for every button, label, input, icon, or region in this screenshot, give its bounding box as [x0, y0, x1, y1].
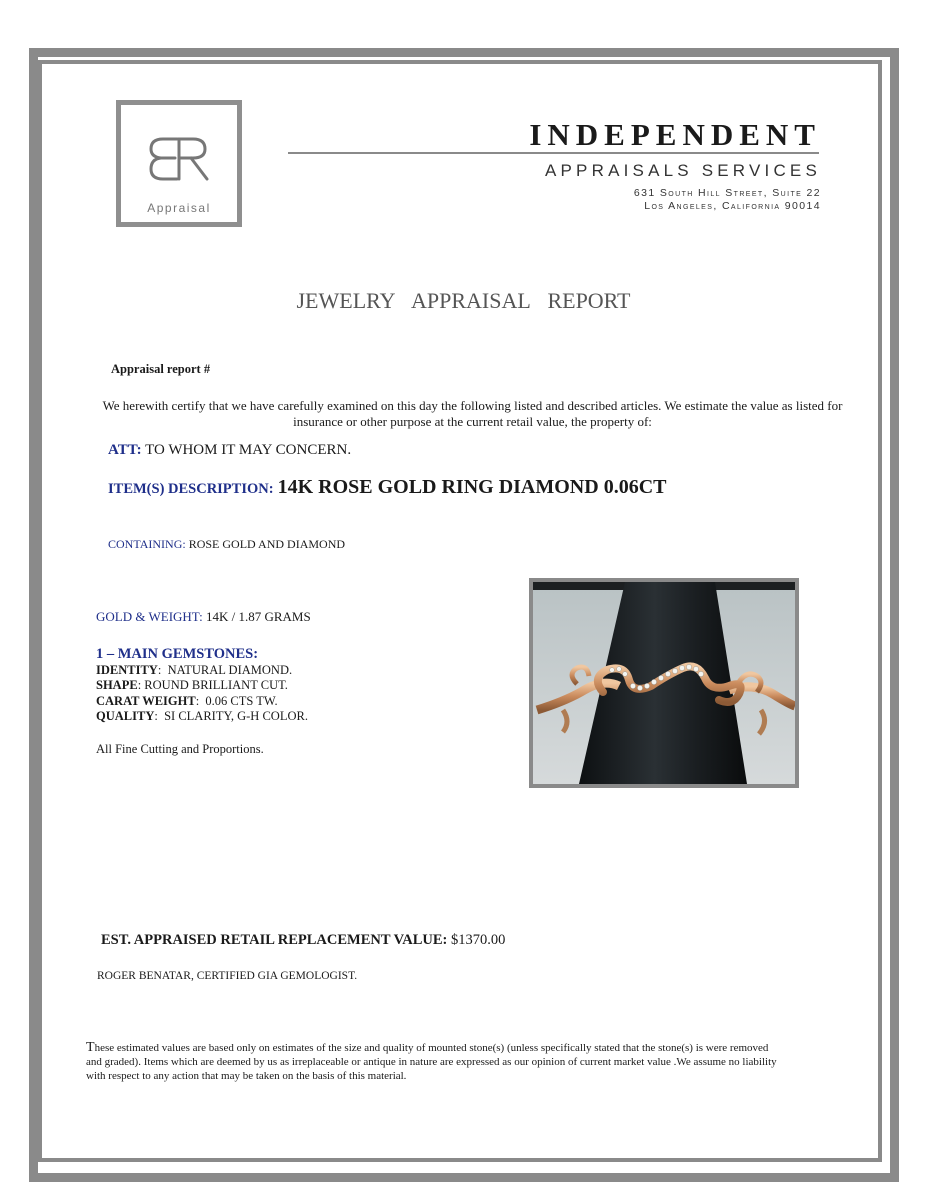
item-description — [108, 476, 666, 499]
carat-label: CARAT WEIGHT — [96, 693, 196, 708]
gold-label: GOLD & WEIGHT: — [96, 609, 203, 624]
estimated-value: $1370.00 — [450, 932, 506, 948]
containing-label: CONTAINING: — [108, 537, 186, 551]
company-name: INDEPENDENT — [529, 117, 821, 152]
shape-value: ROUND BRILLIANT CUT. — [144, 678, 288, 692]
report-title: JEWELRY APPRAISAL REPORT — [296, 288, 631, 313]
gold-value: 14K / 1.87 GRAMS — [205, 609, 311, 624]
shape-row: SHAPE: ROUND BRILLIANT CUT. — [96, 678, 288, 692]
quality-row: QUALITY: SI CLARITY, G-H COLOR. — [96, 709, 308, 723]
certification-text: We herewith certify that we have carefully examined on this day the following listed and described articles. We estimate the value as listed for insurance or other purpose at the current retail value, the property of: — [102, 398, 843, 429]
disclaimer-body: hese estimated values are based only on estimates of the size and quality of mounted stone(s) (unless specifically stated that the stone(s) is were removed and graded). Items which are deemed by us as irreplaceable or antique in nature are expressed as our opinion of current market value .We assume no liability with respect to any action that may be taken on the basis of this material. — [86, 1042, 777, 1082]
identity-label: IDENTITY — [96, 662, 158, 677]
address-line-2: Los Angeles, California 90014 — [644, 200, 821, 212]
logo-monogram — [121, 127, 237, 192]
header-rule — [288, 152, 819, 154]
carat-row: CARAT WEIGHT: 0.06 CTS TW. — [96, 693, 278, 708]
att-value: TO WHOM IT MAY CONCERN. — [145, 442, 352, 458]
logo-text: Appraisal — [147, 201, 211, 215]
carat-value: 0.06 CTS TW. — [205, 693, 278, 708]
gemologist-signature-line: ROGER BENATAR, CERTIFIED GIA GEMOLOGIST. — [97, 970, 358, 982]
containing-value: ROSE GOLD AND DIAMOND — [188, 537, 346, 551]
identity-value: NATURAL DIAMOND. — [167, 662, 293, 677]
containing-line — [108, 537, 345, 552]
report-number-label: Appraisal report # — [111, 362, 211, 376]
shape-label: SHAPE — [96, 678, 138, 692]
ring-photo — [529, 578, 799, 788]
att-label: ATT: — [108, 442, 142, 458]
disclaimer-first-letter: T — [86, 1040, 95, 1055]
estimated-value-line — [101, 932, 505, 949]
company-subtitle: APPRAISALS SERVICES — [544, 161, 821, 180]
item-value: 14K ROSE GOLD RING DIAMOND 0.06CT — [277, 476, 667, 498]
quality-value: SI CLARITY, G-H COLOR. — [164, 709, 308, 723]
estimated-value-label: EST. APPRAISED RETAIL REPLACEMENT VALUE: — [101, 932, 448, 948]
gemstones-block — [96, 647, 308, 725]
identity-row: IDENTITY: NATURAL DIAMOND. — [96, 662, 293, 677]
address-line-1: 631 South Hill Street, Suite 22 — [633, 187, 821, 199]
fine-cutting-text: All Fine Cutting and Proportions. — [96, 742, 264, 756]
gold-weight-line — [96, 609, 311, 625]
disclaimer-text — [86, 1041, 786, 1083]
quality-label: QUALITY — [96, 709, 155, 723]
company-address — [634, 187, 821, 213]
gemstones-heading: 1 – MAIN GEMSTONES: — [96, 646, 259, 662]
company-logo — [116, 100, 242, 227]
att-line — [108, 442, 351, 459]
item-label: ITEM(S) DESCRIPTION: — [108, 481, 274, 497]
